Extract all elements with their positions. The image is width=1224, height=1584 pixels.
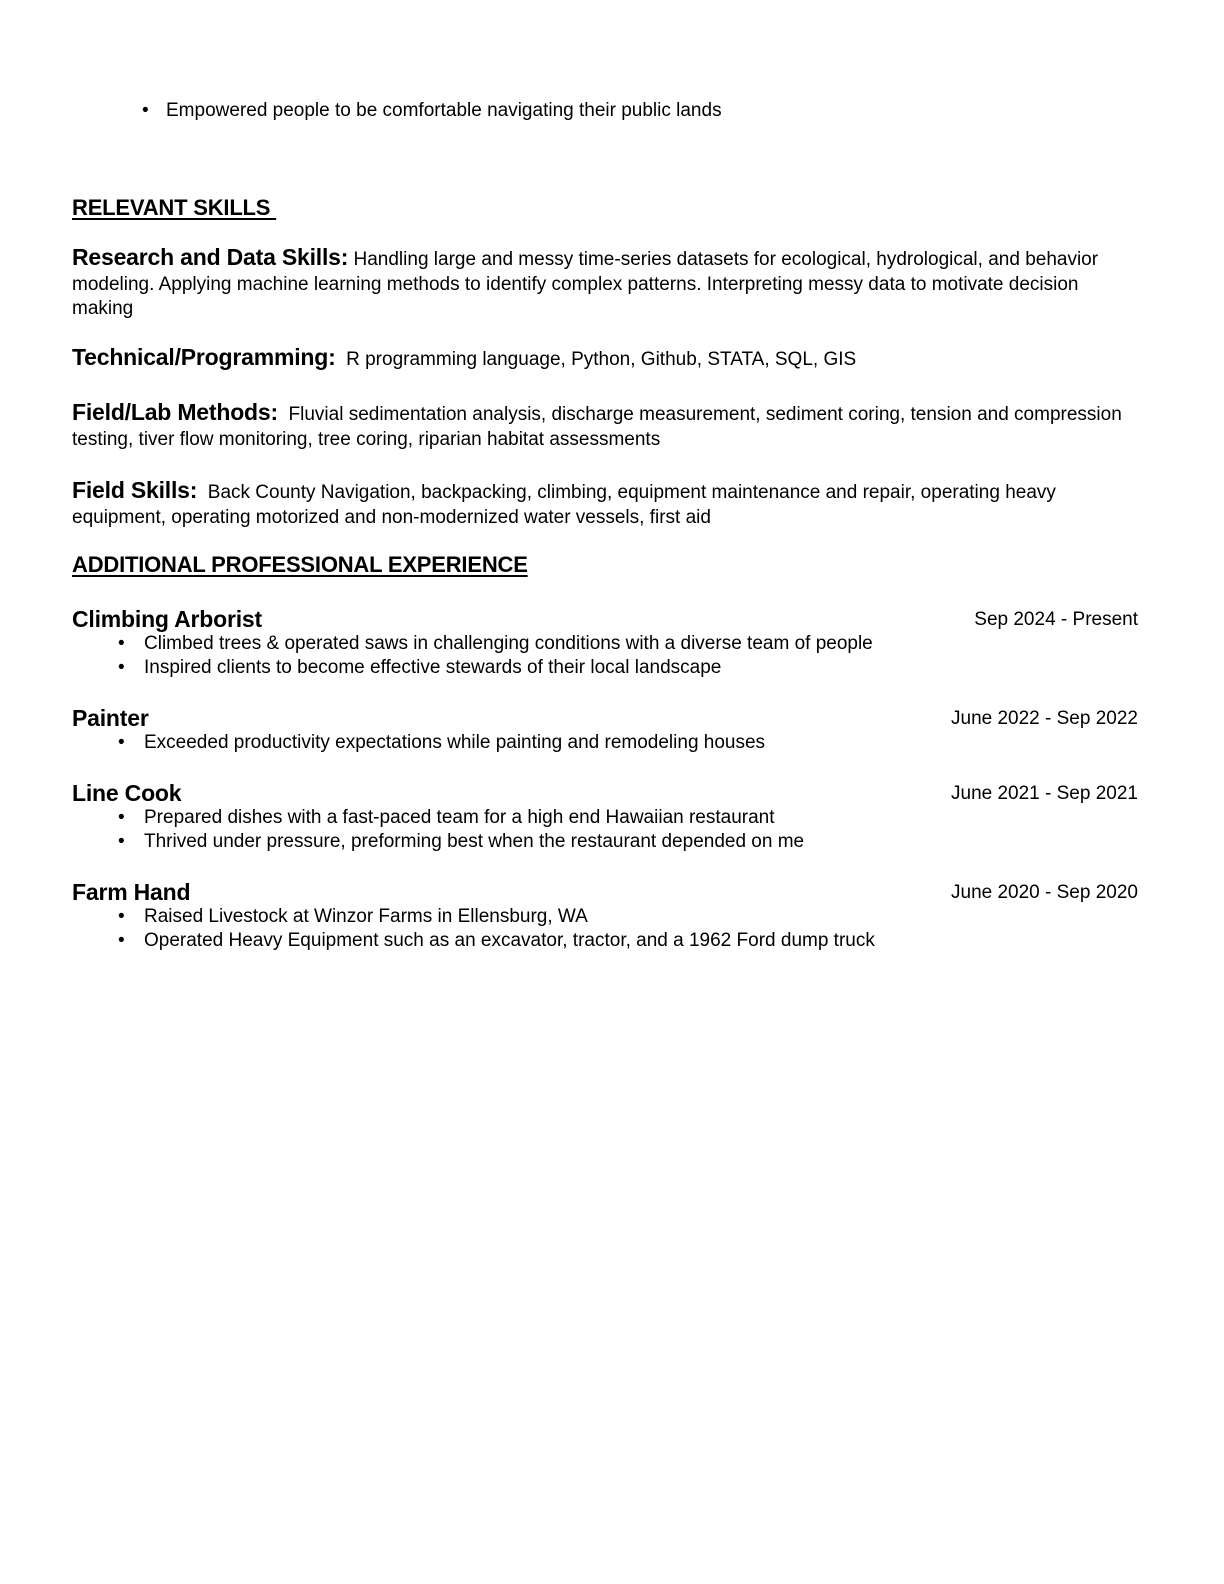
job-bullet	[72, 656, 1138, 680]
skill-field-lab-methods	[72, 400, 1142, 452]
job-bullet-list	[72, 632, 1138, 680]
job-bullet-text: Raised Livestock at Winzor Farms in Ellensburg, WA	[144, 906, 588, 927]
bullet-icon: •	[118, 633, 125, 654]
bullet-icon: •	[118, 732, 125, 753]
job-dates: June 2020 - Sep 2020	[951, 882, 1138, 903]
job-bullet-text: Climbed trees & operated saws in challenging conditions with a diverse team of people	[144, 633, 873, 654]
bullet-icon: •	[118, 657, 125, 678]
skill-text: R programming language, Python, Github, STATA, SQL, GIS	[335, 349, 857, 370]
job-title: Farm Hand	[72, 879, 191, 905]
job-bullet	[72, 830, 1138, 854]
skill-technical-programming	[72, 345, 1142, 373]
job-entry	[72, 780, 1138, 854]
job-title: Line Cook	[72, 780, 182, 806]
job-dates: Sep 2024 - Present	[974, 609, 1138, 630]
job-bullet-text: Prepared dishes with a fast-paced team for a high end Hawaiian restaurant	[144, 807, 775, 828]
skill-label: Field/Lab Methods:	[72, 399, 278, 425]
job-entry	[72, 606, 1138, 680]
job-bullet-list	[72, 806, 1138, 854]
bullet-icon: •	[118, 831, 125, 852]
bullet-icon: •	[118, 807, 125, 828]
job-dates: June 2022 - Sep 2022	[951, 708, 1138, 729]
job-bullet-text: Operated Heavy Equipment such as an excavator, tractor, and a 1962 Ford dump truck	[144, 930, 875, 951]
job-bullet-text: Inspired clients to become effective stewards of their local landscape	[144, 657, 722, 678]
skill-label: Field Skills:	[72, 477, 198, 503]
bullet-icon: •	[118, 930, 125, 951]
job-bullet-text: Thrived under pressure, preforming best when the restaurant depended on me	[144, 831, 805, 852]
job-entry	[72, 705, 1138, 755]
job-entry	[72, 879, 1138, 953]
section-heading-relevant-skills: RELEVANT SKILLS	[72, 195, 277, 220]
bullet-text: Empowered people to be comfortable navigating their public lands	[166, 100, 722, 121]
skill-text: Handling large and messy time-series datasets for ecological, hydrological, and behavior modeling. Applying machine learning methods to identify complex patterns. Interpreting messy data to motivate decision making	[72, 249, 1104, 319]
bullet-icon: •	[142, 100, 149, 121]
job-bullet	[72, 905, 1138, 929]
skill-research-data	[72, 245, 1142, 322]
skill-label: Research and Data Skills:	[72, 244, 349, 270]
job-bullet-list	[72, 731, 1138, 755]
skill-text: Back County Navigation, backpacking, climbing, equipment maintenance and repair, operating heavy equipment, operating motorized and non-modernized water vessels, first aid	[72, 482, 1062, 528]
job-bullet	[72, 731, 1138, 755]
job-bullet	[72, 929, 1138, 953]
job-title: Painter	[72, 705, 149, 731]
job-bullet-list	[72, 905, 1138, 953]
job-bullet	[72, 806, 1138, 830]
carryover-bullet	[142, 99, 722, 123]
skill-text: Fluvial sedimentation analysis, discharge measurement, sediment coring, tension and compression testing, tiver flow monitoring, tree coring, riparian habitat assessments	[72, 404, 1128, 450]
job-bullet-text: Exceeded productivity expectations while painting and remodeling houses	[144, 732, 766, 753]
job-title: Climbing Arborist	[72, 606, 262, 632]
skill-field-skills	[72, 478, 1142, 530]
job-dates: June 2021 - Sep 2021	[951, 783, 1138, 804]
skill-label: Technical/Programming:	[72, 344, 336, 370]
job-bullet	[72, 632, 1138, 656]
bullet-icon: •	[118, 906, 125, 927]
section-heading-additional-experience: ADDITIONAL PROFESSIONAL EXPERIENCE	[72, 552, 528, 577]
